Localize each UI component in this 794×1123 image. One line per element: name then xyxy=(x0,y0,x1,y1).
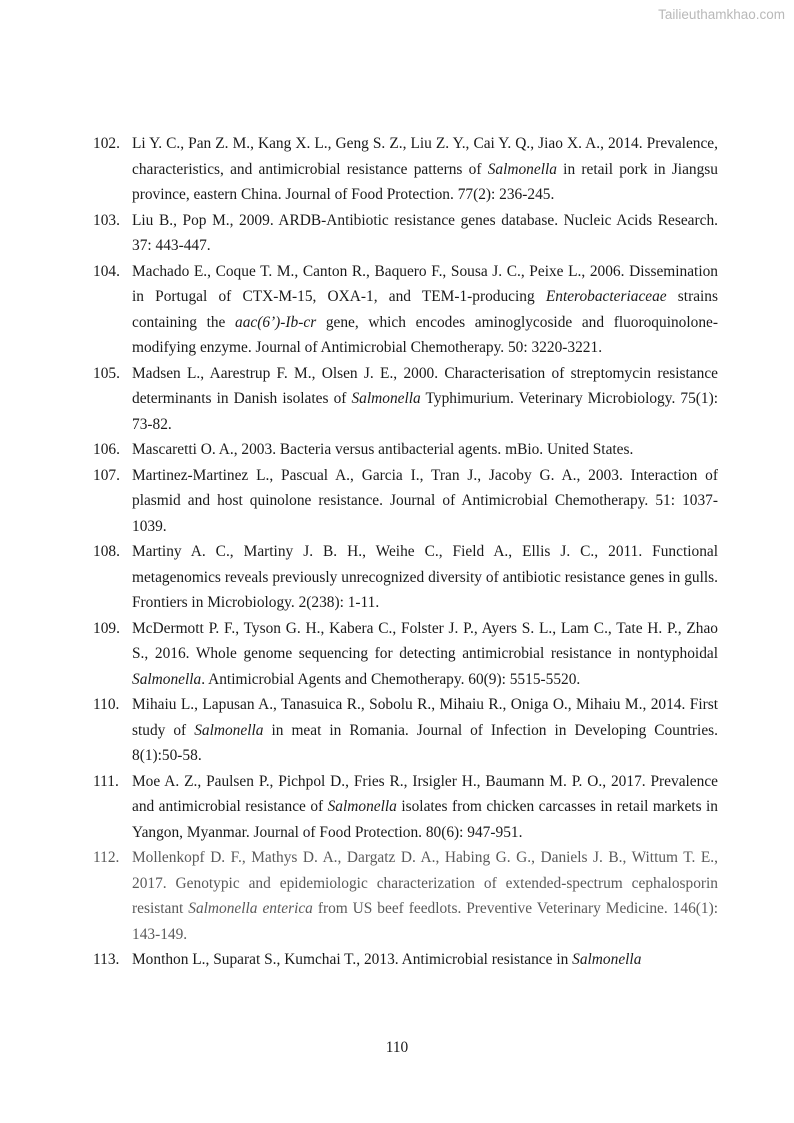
reference-number: 110. xyxy=(93,696,120,713)
reference-text: Madsen L., Aarestrup F. M., Olsen J. E., 2000. Characterisation of streptomycin resistance determinants in Danish isolates of xyxy=(132,364,718,407)
reference-italic-text: Salmonella enterica xyxy=(188,900,313,917)
reference-number: 105. xyxy=(93,364,120,382)
reference-text: from US beef feedlots. Preventive Veterinary Medicine. 146(1): 143-149. xyxy=(132,900,718,943)
reference-text: Typhimurium. Veterinary Microbiology. 75(1): 73-82. xyxy=(132,390,718,433)
reference-italic-text: Salmonella xyxy=(194,721,264,739)
reference-number: 108. xyxy=(93,543,120,560)
reference-text: Martinez-Martinez L., Pascual A., Garcia I., Tran J., Jacoby G. A., 2003. Interaction of plasmid and host quinolone resistance. Journal of Antimicrobial Chemotherapy. 51: 1037-1039. xyxy=(132,466,718,535)
reference-text: Martiny A. C., Martiny J. B. H., Weihe C., Field A., Ellis J. C., 2011. Functional metagenomics reveals previously unrecognized diversity of antibiotic resistance genes in gulls. Frontiers in Microbiology. 2(238): 1-11. xyxy=(132,543,718,611)
reference-text: McDermott P. F., Tyson G. H., Kabera C., Folster J. P., Ayers S. L., Lam C., Tate H. P., Zhao S., 2016. Whole genome sequencing for detecting antimicrobial resistance in nontyphoidal xyxy=(132,619,718,662)
reference-entry xyxy=(93,131,718,208)
reference-text: Mascaretti O. A., 2003. Bacteria versus antibacterial agents. mBio. United States. xyxy=(132,441,634,458)
reference-text: Monthon L., Suparat S., Kumchai T., 2013. Antimicrobial resistance in xyxy=(132,951,573,968)
reference-entry xyxy=(93,539,718,616)
reference-number: 106. xyxy=(93,441,120,458)
reference-text: Moe A. Z., Paulsen P., Pichpol D., Fries R., Irsigler H., Baumann M. P. O., 2017. Prevalence and antimicrobial resistance of xyxy=(132,772,718,815)
reference-text: in meat in Romania. Journal of Infection in Developing Countries. 8(1):50-58. xyxy=(132,721,718,764)
reference-entry xyxy=(93,947,718,973)
reference-number: 111. xyxy=(93,772,119,790)
reference-entry xyxy=(93,616,718,693)
reference-number: 103. xyxy=(93,211,120,229)
reference-text: strains containing the xyxy=(132,288,718,331)
reference-entry xyxy=(93,208,718,259)
reference-text: in retail pork in Jiangsu province, eastern China. Journal of Food Protection. 77(2): 236-245. xyxy=(132,160,718,203)
reference-text: isolates from chicken carcasses in retail markets in Yangon, Myanmar. Journal of Food Protection. 80(6): 947-951. xyxy=(132,798,718,841)
reference-entry xyxy=(93,361,718,438)
reference-text: gene, which encodes aminoglycoside and fluoroquinolone-modifying enzyme. Journal of Antimicrobial Chemotherapy. 50: 3220-3221. xyxy=(132,313,718,356)
reference-text: Mihaiu L., Lapusan A., Tanasuica R., Sobolu R., Mihaiu R., Oniga O., Mihaiu M., 2014. First study of xyxy=(132,696,718,739)
reference-entry xyxy=(93,692,718,769)
reference-text: . Antimicrobial Agents and Chemotherapy. 60(9): 5515-5520. xyxy=(201,670,581,688)
reference-italic-text: Salmonella xyxy=(572,951,642,968)
reference-italic-text: aac(6’)-Ib-cr xyxy=(235,313,317,331)
reference-entry xyxy=(93,769,718,846)
reference-number: 112. xyxy=(93,849,120,866)
page-number: 110 xyxy=(385,1039,409,1056)
reference-number: 107. xyxy=(93,466,120,484)
reference-text: Liu B., Pop M., 2009. ARDB-Antibiotic resistance genes database. Nucleic Acids Research. 37: 443-447. xyxy=(132,211,718,254)
reference-number: 109. xyxy=(93,619,120,637)
reference-entry xyxy=(93,437,718,463)
reference-number: 113. xyxy=(93,951,120,968)
reference-number: 102. xyxy=(93,135,120,152)
reference-text: Mollenkopf D. F., Mathys D. A., Dargatz D. A., Habing G. G., Daniels J. B., Wittum T. E., 2017. Genotypic and epidemiologic characterization of extended-spectrum cephalosporin resistant xyxy=(132,849,718,917)
reference-italic-text: Salmonella xyxy=(132,670,202,688)
reference-text: Machado E., Coque T. M., Canton R., Baquero F., Sousa J. C., Peixe L., 2006. Dissemination in Portugal of CTX-M-15, OXA-1, and TEM-1-producing xyxy=(132,262,718,305)
watermark: Tailieuthamkhao.com xyxy=(658,7,785,22)
reference-italic-text: Salmonella xyxy=(351,390,421,407)
reference-italic-text: Salmonella xyxy=(487,160,557,178)
reference-text: Li Y. C., Pan Z. M., Kang X. L., Geng S. Z., Liu Z. Y., Cai Y. Q., Jiao X. A., 2014. Prevalence, characteristics, and antimicrobial resistance patterns of xyxy=(132,135,718,178)
reference-entry xyxy=(93,463,718,540)
reference-list xyxy=(93,131,718,973)
reference-entry xyxy=(93,845,718,947)
reference-number: 104. xyxy=(93,262,120,280)
reference-entry xyxy=(93,259,718,361)
reference-italic-text: Enterobacteriaceae xyxy=(545,288,667,305)
reference-italic-text: Salmonella xyxy=(327,798,397,815)
